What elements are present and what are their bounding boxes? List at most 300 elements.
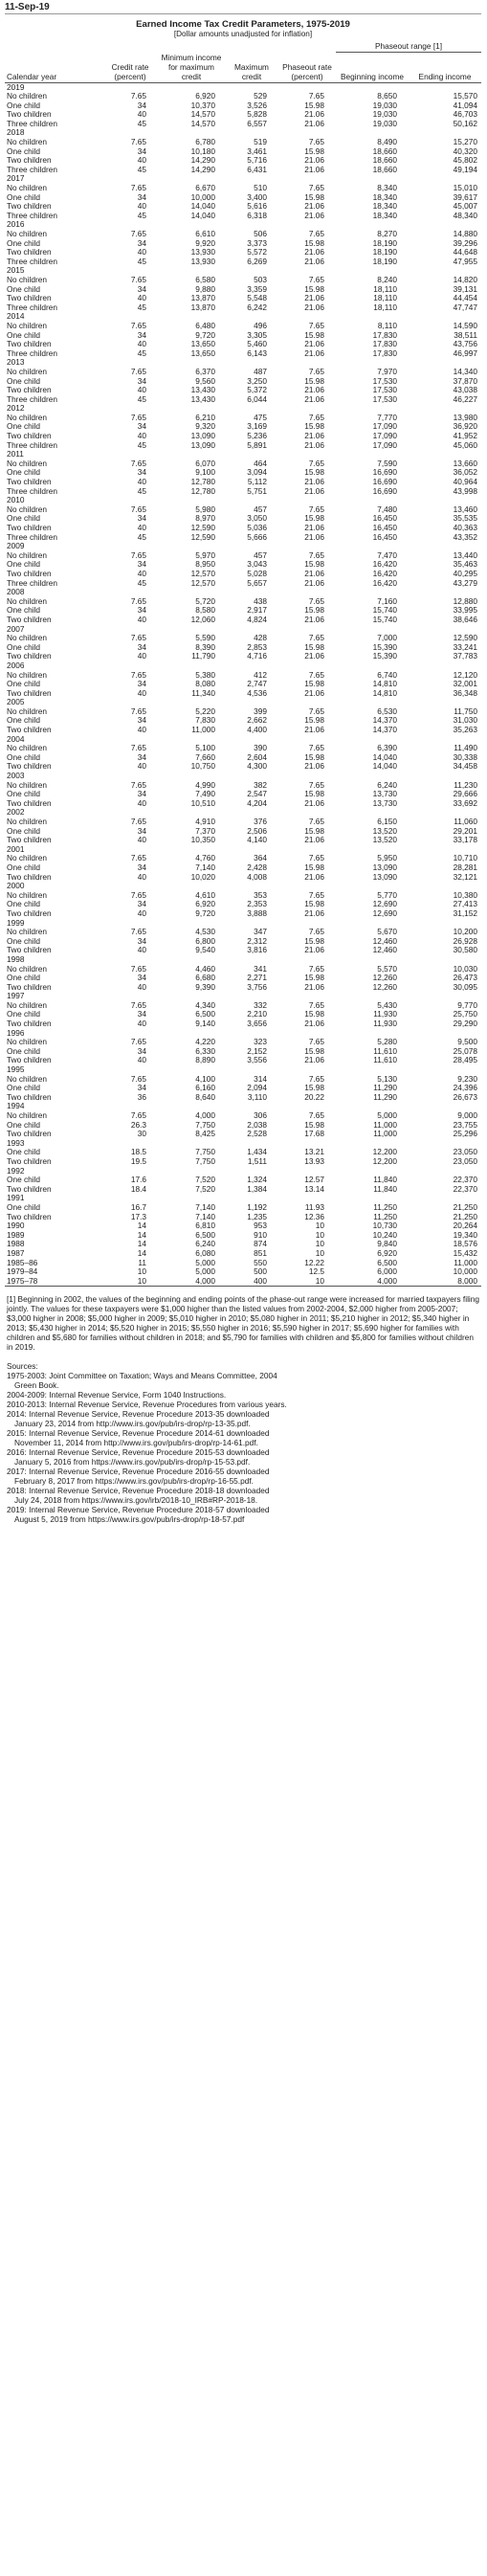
source-line: 2015: Internal Revenue Service, Revenue Procedure 2014-61 downloaded (7, 1428, 270, 1439)
value-cell: 31,152 (453, 908, 477, 918)
value-cell: 34 (137, 716, 146, 726)
value-cell: 40 (137, 294, 146, 303)
value-cell (158, 358, 225, 368)
value-cell: 21.06 (304, 652, 324, 661)
value-cell: 37,870 (453, 376, 477, 386)
value-cell: 5,372 (247, 386, 267, 395)
value-cell: 21.06 (304, 836, 324, 845)
row-label-cell: No children (7, 964, 47, 974)
value-cell: 11,610 (373, 1056, 397, 1065)
value-cell: 18.4 (130, 1184, 146, 1194)
value-cell: 40 (137, 202, 146, 212)
value-cell: 2,353 (247, 900, 267, 909)
value-cell: 14,040 (190, 211, 215, 220)
value-cell: 6,610 (195, 230, 215, 238)
value-cell: 8,340 (377, 184, 397, 193)
row-label-cell: Two children (7, 478, 52, 487)
value-cell: 40 (137, 872, 146, 882)
row-label-cell: No children (7, 854, 47, 863)
value-cell: 21.06 (304, 478, 324, 487)
value-cell: 10,710 (453, 854, 477, 863)
value-cell: 4,990 (195, 780, 215, 790)
value-cell: 17,090 (372, 422, 397, 432)
value-cell: 12,570 (190, 569, 215, 578)
family-type-row (5, 551, 481, 561)
value-cell (225, 1102, 278, 1111)
value-cell: 7,480 (377, 504, 397, 514)
value-cell: 5,720 (195, 596, 215, 606)
value-cell (278, 1167, 336, 1176)
row-label-cell: One child (7, 146, 41, 156)
value-cell (225, 1194, 278, 1203)
value-cell: 15.98 (304, 1010, 324, 1019)
row-label-cell: One child (7, 606, 41, 616)
value-cell: 7.65 (130, 367, 146, 376)
value-cell: 46,703 (453, 110, 477, 120)
value-cell: 953 (254, 1221, 267, 1231)
value-cell: 6,530 (377, 706, 397, 716)
value-cell: 13,660 (453, 459, 477, 468)
year-row (5, 312, 481, 322)
family-type-row (5, 138, 481, 147)
row-label-cell: No children (7, 634, 47, 643)
family-type-row (5, 781, 481, 791)
value-cell: 7.65 (308, 634, 324, 643)
value-cell: 5,000 (195, 1267, 215, 1277)
value-cell: 45 (137, 532, 146, 542)
row-label-cell: 1997 (7, 992, 25, 1001)
value-cell (278, 358, 336, 368)
value-cell (158, 312, 225, 322)
value-cell: 34 (137, 862, 146, 872)
value-cell: 4,536 (247, 688, 267, 698)
family-type-row (5, 193, 481, 203)
value-cell: 16,690 (372, 478, 397, 487)
year-row (5, 919, 481, 929)
value-cell: 21.06 (304, 524, 324, 532)
value-cell: 15,570 (453, 92, 477, 101)
value-cell: 14,040 (372, 752, 397, 762)
value-cell: 519 (254, 138, 267, 147)
value-cell: 851 (254, 1248, 267, 1258)
family-type-row (5, 414, 481, 423)
value-cell: 45 (137, 394, 146, 404)
value-cell (102, 82, 158, 92)
value-cell (158, 542, 225, 551)
value-cell (225, 266, 278, 276)
value-cell (225, 496, 278, 505)
row-label-cell: Two children (7, 946, 52, 955)
value-cell: 38,511 (454, 330, 477, 340)
value-cell: 9,000 (457, 1111, 477, 1120)
value-cell: 11,840 (373, 1184, 397, 1194)
table-subtitle: [Dollar amounts unadjusted for inflation] (173, 30, 313, 38)
row-label-cell: Two children (7, 872, 52, 882)
row-label-cell: 2007 (7, 624, 25, 634)
value-cell: 2,428 (247, 862, 267, 872)
value-cell: 6,780 (195, 138, 215, 147)
value-cell: 36,052 (453, 468, 477, 478)
family-type-row (5, 239, 481, 249)
value-cell (409, 845, 481, 855)
value-cell (102, 128, 158, 138)
family-type-row (5, 680, 481, 689)
value-cell: 28,281 (453, 862, 477, 872)
value-cell (278, 266, 336, 276)
value-cell: 13,930 (190, 257, 215, 266)
value-cell (409, 955, 481, 965)
value-cell (409, 266, 481, 276)
value-cell: 4,300 (247, 762, 267, 772)
value-cell: 34 (137, 376, 146, 386)
value-cell (278, 496, 336, 505)
value-cell: 3,250 (247, 376, 267, 386)
value-cell: 364 (254, 854, 267, 863)
value-cell: 7.65 (308, 780, 324, 790)
value-cell (278, 1065, 336, 1075)
value-cell: 4,824 (247, 615, 267, 624)
value-cell: 10,370 (190, 101, 215, 110)
value-cell (102, 661, 158, 671)
value-cell: 14,290 (190, 156, 215, 166)
value-cell: 21.06 (304, 569, 324, 578)
sources-label: Sources: (7, 1361, 38, 1372)
row-label-cell: 1987 (7, 1248, 25, 1258)
value-cell: 7,770 (377, 413, 397, 422)
value-cell: 45,060 (453, 440, 477, 450)
value-cell: 45 (137, 302, 146, 312)
table-body (5, 82, 481, 1287)
value-cell (225, 992, 278, 1001)
value-cell (102, 1065, 158, 1075)
row-label-cell: One child (7, 1176, 41, 1185)
value-cell: 34 (137, 101, 146, 110)
family-type-row (5, 422, 481, 432)
value-cell: 7,590 (377, 459, 397, 468)
value-cell: 13,650 (190, 348, 215, 358)
value-cell: 45 (137, 578, 146, 588)
value-cell (278, 1194, 336, 1203)
value-cell (225, 128, 278, 138)
value-cell: 11,290 (373, 1092, 397, 1102)
value-cell (336, 496, 409, 505)
value-cell (409, 1139, 481, 1149)
value-cell: 45 (137, 348, 146, 358)
year-row (5, 625, 481, 635)
family-type-row (5, 505, 481, 515)
value-cell: 7.65 (130, 321, 146, 330)
value-cell: 306 (254, 1111, 267, 1120)
value-cell (336, 1065, 409, 1075)
value-cell: 16,450 (372, 532, 397, 542)
row-label-cell: One child (7, 1046, 41, 1056)
value-cell: 6,390 (377, 744, 397, 753)
value-cell: 36 (137, 1092, 146, 1102)
value-cell: 16.7 (130, 1202, 146, 1212)
value-cell (409, 1167, 481, 1176)
row-label-cell: Two children (7, 524, 52, 532)
value-cell (409, 128, 481, 138)
row-label-cell: Three children (7, 578, 58, 588)
value-cell: 6,920 (195, 900, 215, 909)
value-cell: 13,870 (190, 302, 215, 312)
value-cell: 40 (137, 432, 146, 441)
value-cell: 23,050 (453, 1156, 477, 1166)
value-cell: 487 (254, 367, 267, 376)
value-cell: 16,690 (372, 468, 397, 478)
value-cell: 496 (254, 321, 267, 330)
family-type-row (5, 937, 481, 947)
value-cell (336, 882, 409, 891)
sources-section (5, 1361, 481, 1524)
value-cell (102, 845, 158, 855)
value-cell: 18,190 (372, 257, 397, 266)
row-label-cell: 1990 (7, 1221, 25, 1231)
value-cell: 5,828 (247, 110, 267, 120)
year-row (5, 992, 481, 1001)
value-cell: 21.06 (304, 340, 324, 349)
value-cell: 15,390 (372, 652, 397, 661)
row-label-cell: Three children (7, 211, 58, 220)
value-cell: 30,580 (453, 946, 477, 955)
value-cell: 4,000 (158, 1277, 225, 1287)
value-cell: 9,840 (377, 1240, 397, 1249)
value-cell: 1,434 (247, 1148, 267, 1157)
row-label-cell: 2004 (7, 734, 25, 744)
value-cell: 29,201 (453, 826, 477, 836)
value-cell: 412 (254, 670, 267, 680)
value-cell: 15.98 (304, 1046, 324, 1056)
value-cell: 19,030 (372, 110, 397, 120)
value-cell: 40 (137, 569, 146, 578)
value-cell (278, 698, 336, 707)
source-line: 2014: Internal Revenue Service, Revenue Procedure 2013-35 downloaded (7, 1409, 270, 1420)
family-type-row (5, 1148, 481, 1157)
value-cell (102, 450, 158, 459)
value-cell: 19,030 (372, 119, 397, 128)
value-cell: 347 (254, 928, 267, 937)
value-cell: 457 (254, 504, 267, 514)
value-cell: 13,090 (372, 872, 397, 882)
value-cell: 29,290 (453, 1019, 477, 1029)
row-label-cell: 1995 (7, 1065, 25, 1075)
value-cell (336, 542, 409, 551)
value-cell: 4,716 (247, 652, 267, 661)
source-line: November 11, 2014 from http://www.irs.gov/pub/irs-drop/rp-14-61.pdf. (14, 1438, 258, 1448)
family-type-row (5, 514, 481, 524)
year-row (5, 450, 481, 459)
value-cell: 17,830 (372, 348, 397, 358)
value-cell: 438 (254, 596, 267, 606)
value-cell: 7.65 (308, 459, 324, 468)
value-cell (336, 1194, 409, 1203)
column-header: Credit rate (percent) (102, 53, 158, 83)
value-cell: 40 (137, 726, 146, 735)
value-cell: 17,830 (372, 340, 397, 349)
value-cell: 40 (137, 386, 146, 395)
column-header: Beginning income (336, 53, 409, 83)
value-cell: 21.06 (304, 532, 324, 542)
value-cell: 6,150 (377, 818, 397, 826)
row-label-cell: Two children (7, 798, 52, 808)
value-cell: 399 (254, 706, 267, 716)
family-type-row (5, 1213, 481, 1222)
value-cell: 7,160 (377, 596, 397, 606)
value-cell: 40 (137, 836, 146, 845)
value-cell: 11,790 (191, 652, 215, 661)
value-cell: 21.06 (304, 394, 324, 404)
value-cell (409, 1029, 481, 1039)
value-cell: 2,662 (247, 716, 267, 726)
family-type-row (5, 377, 481, 387)
row-label-cell: No children (7, 744, 47, 753)
value-cell (158, 588, 225, 597)
row-label-cell: Two children (7, 1056, 52, 1065)
value-cell: 14,880 (453, 230, 477, 238)
family-type-row (5, 303, 481, 313)
value-cell (102, 588, 158, 597)
row-label-cell: 1979–84 (7, 1267, 38, 1277)
row-label-cell: No children (7, 1000, 47, 1010)
value-cell: 4,220 (195, 1038, 215, 1047)
family-type-row (5, 395, 481, 405)
value-cell: 6,240 (377, 780, 397, 790)
value-cell: 10,000 (453, 1267, 477, 1277)
value-cell: 21.06 (304, 615, 324, 624)
value-cell: 12,460 (372, 946, 397, 955)
value-cell: 11,610 (373, 1046, 397, 1056)
row-label-cell: Two children (7, 688, 52, 698)
value-cell: 7.65 (130, 634, 146, 643)
value-cell (102, 955, 158, 965)
value-cell: 21.06 (304, 486, 324, 496)
value-cell: 15.98 (304, 900, 324, 909)
row-label-cell: Two children (7, 340, 52, 349)
value-cell: 12,780 (190, 478, 215, 487)
value-cell: 5,970 (195, 550, 215, 560)
family-type-row (5, 965, 481, 974)
value-cell: 40 (137, 798, 146, 808)
source-line: 1975-2003: Joint Committee on Taxation; Ways and Means Committee, 2004 (7, 1371, 277, 1381)
value-cell: 18,660 (372, 156, 397, 166)
row-label-cell: No children (7, 138, 47, 147)
value-cell: 5,950 (377, 854, 397, 863)
value-cell: 16,450 (372, 514, 397, 524)
family-type-row (5, 891, 481, 901)
row-label-cell: Two children (7, 762, 52, 772)
year-row (5, 220, 481, 230)
value-cell: 1,384 (247, 1184, 267, 1194)
value-cell: 21,250 (453, 1202, 477, 1212)
value-cell: 8,950 (195, 560, 215, 570)
value-cell: 13,430 (190, 394, 215, 404)
value-cell: 11,000 (454, 1258, 477, 1267)
value-cell (278, 955, 336, 965)
family-type-row (5, 248, 481, 258)
value-cell: 7,750 (195, 1156, 215, 1166)
value-cell: 34 (137, 192, 146, 202)
value-cell (158, 450, 225, 459)
value-cell (278, 625, 336, 635)
value-cell: 7,370 (195, 826, 215, 836)
row-label-cell: 1992 (7, 1166, 25, 1176)
family-type-row (5, 156, 481, 166)
phaseout-range-group-header: Phaseout range [1] (336, 41, 481, 53)
value-cell: 6,920 (195, 92, 215, 101)
value-cell: 17,090 (372, 432, 397, 441)
value-cell: 21.06 (304, 872, 324, 882)
value-cell: 7,970 (377, 367, 397, 376)
value-cell: 25,750 (453, 1010, 477, 1019)
value-cell: 44,648 (453, 248, 477, 258)
value-cell: 26.3 (130, 1120, 146, 1130)
value-cell: 7.65 (130, 413, 146, 422)
family-type-row (5, 597, 481, 607)
row-label-cell: Two children (7, 386, 52, 395)
value-cell: 7.65 (308, 275, 324, 284)
value-cell: 7,470 (377, 550, 397, 560)
value-cell (225, 735, 278, 745)
value-cell (336, 955, 409, 965)
value-cell: 44,454 (453, 294, 477, 303)
value-cell: 4,460 (195, 964, 215, 974)
row-label-cell: 2010 (7, 496, 25, 505)
row-label-cell: 1994 (7, 1102, 25, 1111)
value-cell (158, 735, 225, 745)
value-cell: 40 (137, 688, 146, 698)
value-cell: 13,730 (372, 798, 397, 808)
row-label-cell: Two children (7, 1130, 52, 1139)
row-label-cell: One child (7, 284, 41, 294)
value-cell: 38,646 (453, 615, 477, 624)
value-cell (278, 661, 336, 671)
value-cell: 9,230 (457, 1074, 477, 1084)
value-cell: 15,432 (453, 1248, 477, 1258)
value-cell: 11,340 (191, 688, 215, 698)
year-row (5, 82, 481, 92)
row-label-cell: One child (7, 936, 41, 946)
value-cell (102, 1194, 158, 1203)
value-cell: 14,820 (453, 275, 477, 284)
value-cell: 47,747 (453, 302, 477, 312)
value-cell: 34 (137, 900, 146, 909)
family-type-row (5, 487, 481, 497)
family-type-row (5, 322, 481, 331)
value-cell: 13,090 (372, 862, 397, 872)
value-cell: 7.65 (308, 964, 324, 974)
value-cell: 13,730 (372, 790, 397, 799)
value-cell: 9,720 (195, 330, 215, 340)
row-label-cell: Two children (7, 569, 52, 578)
value-cell: 400 (225, 1277, 278, 1287)
value-cell: 7.65 (130, 706, 146, 716)
row-label-cell: Two children (7, 1092, 52, 1102)
family-type-row (5, 294, 481, 303)
value-cell: 5,666 (247, 532, 267, 542)
value-cell: 7.65 (308, 818, 324, 826)
value-cell: 18,340 (372, 192, 397, 202)
value-cell: 10,510 (190, 798, 215, 808)
value-cell: 18,340 (372, 202, 397, 212)
row-label-cell: Two children (7, 294, 52, 303)
value-cell: 20,264 (453, 1221, 477, 1231)
value-cell: 21.06 (304, 294, 324, 303)
row-label-cell: Two children (7, 652, 52, 661)
year-row (5, 266, 481, 276)
value-cell: 34 (137, 560, 146, 570)
value-cell (158, 955, 225, 965)
family-type-row (5, 212, 481, 221)
